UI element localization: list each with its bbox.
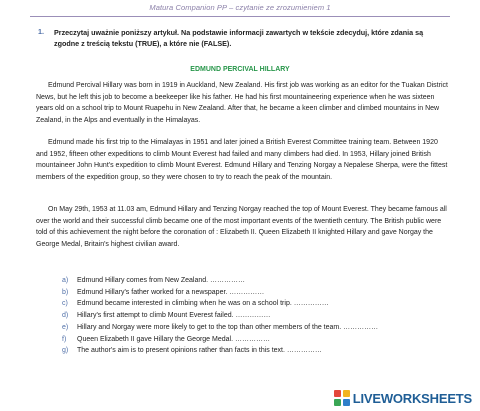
question-text: Edmund became interested in climbing when he was on a school trip. …………… (77, 300, 329, 308)
question-letter: f) (62, 335, 67, 343)
question-letter: a) (62, 277, 69, 284)
instruction-text: Przeczytaj uważnie poniższy artykuł. Na podstawie informacji zawartych w tekście zdecyduj, które zdania są zgodne z treścią tekstu (TRUE), a które nie (FALSE). (54, 28, 424, 48)
question-text: Hillary's first attempt to climb Mount Everest failed. …………… (77, 312, 271, 320)
question-letter: d) (62, 312, 69, 320)
question-text: Edmund Hillary's father worked for a newspaper. …………… (77, 288, 265, 296)
page-header: Matura Companion PP – czytanie ze zrozumieniem 1 (149, 3, 331, 12)
article-paragraph: Edmund made his first trip to the Himalayas in 1951 and later joined a British Everest Committee training team. Between 1920 and 1952, fifteen other expeditions to climb Mount Everest had failed and many climbers had died. In 1953, Hillary joined British mountaineer John Hunt's expedition to climb Mount Everest. Edmund Hillary and Tenzing Norgay a Nepalese Sherpa, were the fittest members of the expedition group, so they were chosen to try to reach the peak of the mountain. (36, 139, 448, 182)
question-item (62, 298, 462, 310)
question-list (62, 275, 462, 357)
question-text: Hillary and Norgay were more likely to get to the top than other members of the team. …………… (77, 323, 379, 331)
question-item (62, 275, 462, 287)
question-letter: c) (62, 300, 68, 308)
question-item (62, 287, 462, 299)
article-paragraph: Edmund Percival Hillary was born in 1919 in Auckland, New Zealand. His first job was working as an editor for the Tuakan District News, but he left this job to become a beekeeper like his father. He had his first mountaineering experience when he was sixteen years old on a school trip to Mount Ruapehu in New Zealand. After that, he became a keen climber and climbed mountains in New Zealand, in the Alps and eventually in the Himalayas. (36, 82, 448, 125)
question-text: Edmund Hillary comes from New Zealand. …………… (77, 277, 246, 284)
question-item (62, 310, 462, 322)
liveworksheets-logo-icon (334, 390, 350, 406)
question-item (62, 322, 462, 334)
question-text: The author's aim is to present opinions rather than facts in this text. …………… (77, 347, 322, 355)
question-letter: b) (62, 288, 69, 296)
liveworksheets-branding[interactable] (334, 390, 472, 406)
article-paragraph: On May 29th, 1953 at 11.03 am, Edmund Hillary and Tenzing Norgay reached the top of Mount Everest. They became famous all over the world and their successful climb became one of the most important events of the twentieth century. The British public were told of this achievement the night before the coronation of : Elizabeth II. Queen Elizabeth II knighted Hillary and gave Norgay the George Medal, Britain's highest civilian award. (36, 206, 447, 249)
question-item (62, 345, 462, 357)
question-letter: e) (62, 323, 69, 331)
instruction-number: 1. (38, 27, 44, 36)
branding-text: LIVEWORKSHEETS (352, 390, 472, 406)
question-text: Queen Elizabeth II gave Hillary the George Medal. …………… (77, 335, 270, 343)
header-divider (30, 16, 450, 17)
question-letter: g) (62, 347, 69, 355)
article-title: EDMUND PERCIVAL HILLARY (190, 66, 290, 73)
question-item (62, 334, 462, 346)
